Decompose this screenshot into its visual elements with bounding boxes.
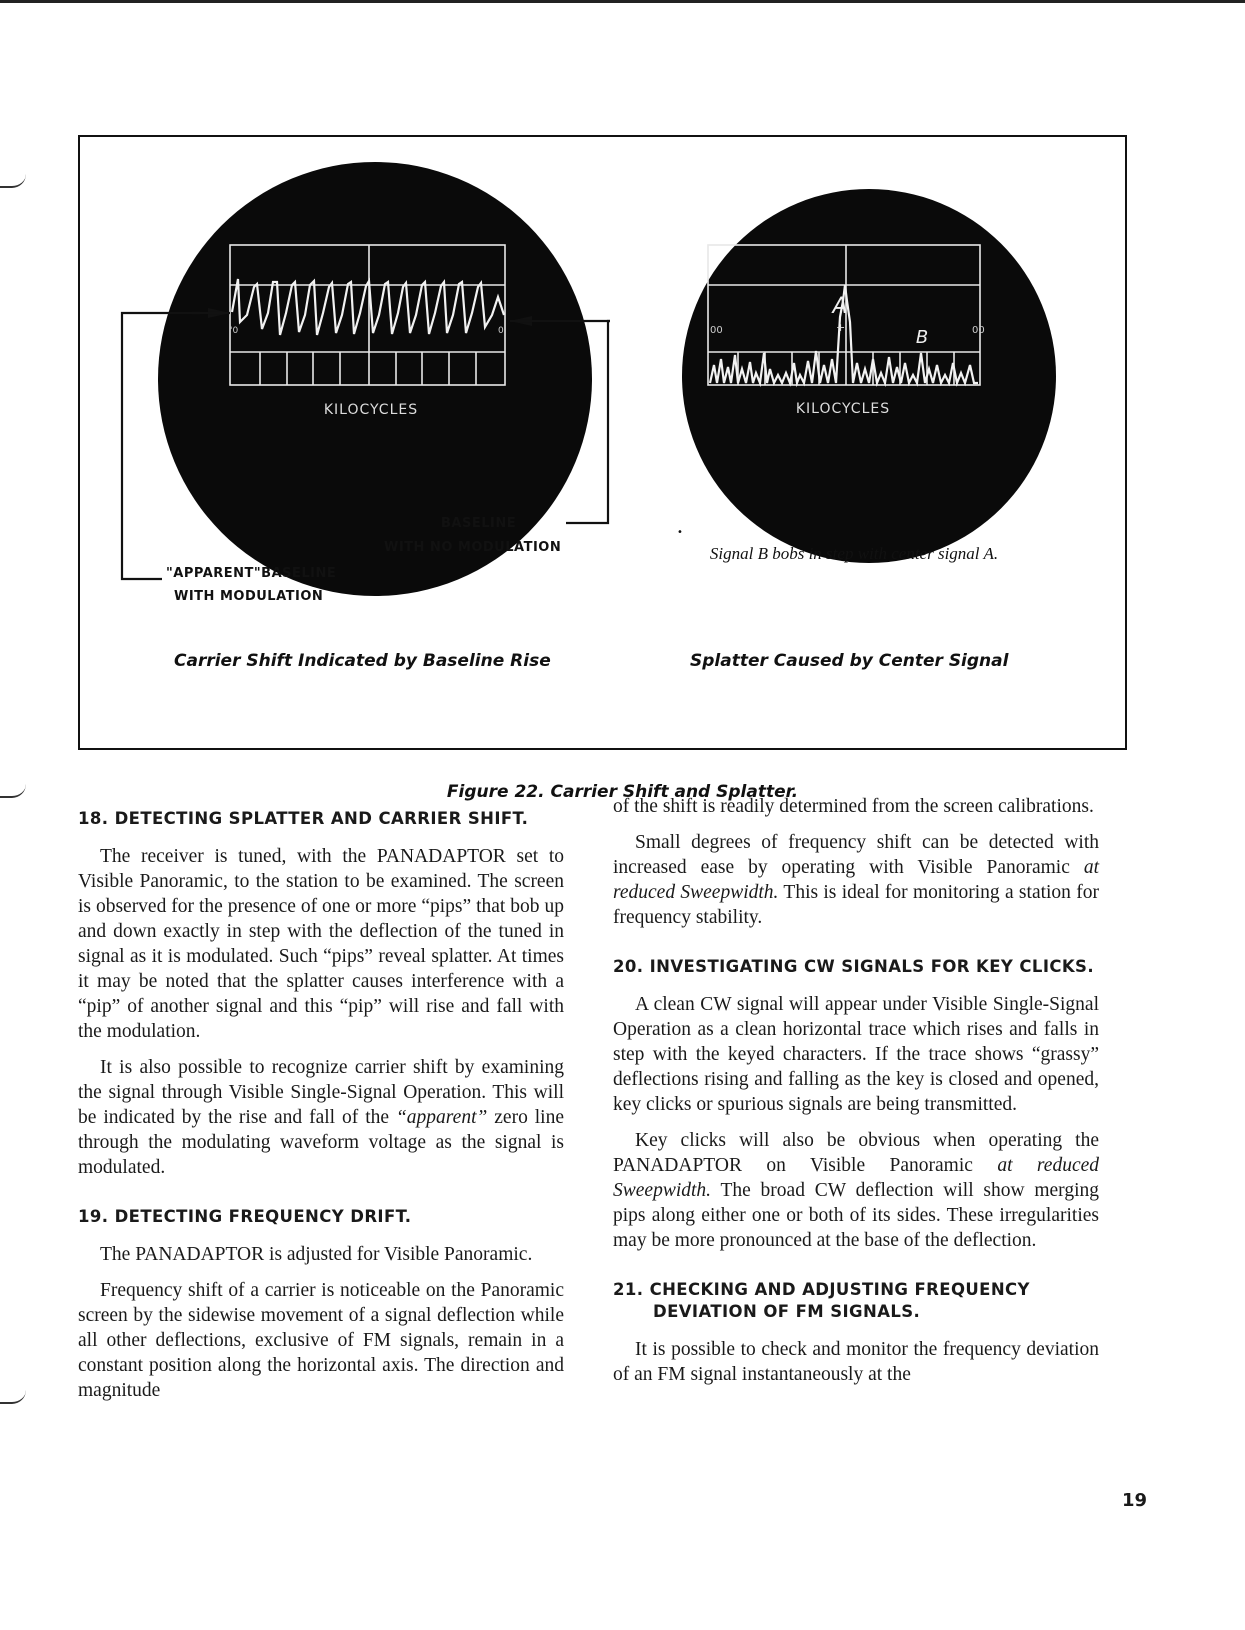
section-18-paragraph: It is also possible to recognize carrier shift by examining the signal through Visible Single-Signal Operation. This will be indicated by the rise and fall of the “apparent” zero line through the modulating waveform voltage as the signal is modulated. (78, 1057, 565, 1178)
right-figure-subtitle: Splatter Caused by Center Signal (690, 651, 1009, 671)
section-21-heading: 21. CHECKING AND ADJUSTING FREQUENCY DEVIATION OF FM SIGNALS. (613, 1280, 1030, 1321)
svg-text:00: 00 (972, 325, 985, 336)
right-scale-label: KILOCYCLES (795, 401, 891, 417)
figure-caption: Figure 22. Carrier Shift and Splatter. (446, 782, 799, 802)
left-scale-label: KILOCYCLES (323, 402, 419, 418)
right-figure-note: Signal B bobs in step with center signal A. (709, 544, 999, 563)
label-apparent-baseline: "APPARENT"BASELINE (166, 566, 337, 581)
label-apparent-sub: WITH MODULATION (174, 589, 324, 604)
svg-text:+: + (836, 321, 846, 334)
margin-binding-mark (0, 172, 26, 188)
svg-text:0: 0 (498, 326, 504, 336)
section-19-paragraph: Small degrees of frequency shift can be detected with increased ease by operating with Visible Panoramic at reduced Sweepwidth. This is ideal for monitoring a station for frequency stability. (613, 832, 1099, 928)
page-top-rule (0, 0, 1245, 3)
section-20-heading: 20. INVESTIGATING CW SIGNALS FOR KEY CLICKS. (613, 957, 1095, 976)
label-baseline: BASELINE (441, 516, 517, 531)
section-20-paragraph: Key clicks will also be obvious when operating the PANADAPTOR on Visible Panoramic at reduced Sweepwidth. The broad CW deflection will show merging pips along either one or both of its sides. These irregularities may be more pronounced at the base of the deflection. (613, 1130, 1100, 1251)
svg-text:'0: '0 (230, 326, 239, 336)
svg-text:•: • (677, 527, 683, 538)
section-21-paragraph: It is possible to check and monitor the frequency deviation of an FM signal instantaneously at the (613, 1339, 1099, 1385)
figure-22-box (78, 135, 1127, 750)
signal-a-label: A (832, 294, 848, 319)
section-18-paragraph: The receiver is tuned, with the PANADAPTOR set to Visible Panoramic, to the station to be examined. The screen is observed for the presence of one or more “pips” that bob up and down exactly in step with the deflection of the tuned in signal as it is modulated. Such “pips” reveal splatter. At times it may be noted that the splatter causes interference with a “pip” of another signal and this “pip” will rise and fall with the modulation. (78, 846, 564, 1042)
margin-binding-mark (0, 1388, 26, 1404)
page-number: 19 (1121, 1490, 1147, 1511)
left-figure-subtitle: Carrier Shift Indicated by Baseline Rise (174, 651, 551, 671)
section-19-heading: 19. DETECTING FREQUENCY DRIFT. (78, 1207, 412, 1226)
section-19-paragraph: Frequency shift of a carrier is noticeable on the Panoramic screen by the sidewise movement of a signal deflection while all other deflections, exclusive of FM signals, remain in a constant position along the horizontal axis. The direction and magnitude (78, 1280, 564, 1401)
left-column (78, 808, 564, 1414)
section-20-paragraph: A clean CW signal will appear under Visible Single-Signal Operation as a clean horizontal trace which rises and falls in step with the keyed characters. If the trace shows “grassy” deflections rising and falling as the key is closed and opened, key clicks or spurious signals are being transmitted. (613, 994, 1099, 1115)
label-baseline-sub: WITH NO MODULATION (384, 540, 562, 555)
svg-text:00: 00 (710, 325, 723, 336)
section-18-heading: 18. DETECTING SPLATTER AND CARRIER SHIFT. (78, 809, 529, 828)
section-19-paragraph: The PANADAPTOR is adjusted for Visible Panoramic. (100, 1244, 533, 1265)
section-19-continued: of the shift is readily determined from the screen calibrations. (613, 796, 1094, 817)
right-scope-screen (682, 189, 1056, 563)
right-column (613, 794, 1099, 1398)
left-scope-screen (158, 162, 592, 596)
signal-b-label: B (915, 327, 929, 348)
